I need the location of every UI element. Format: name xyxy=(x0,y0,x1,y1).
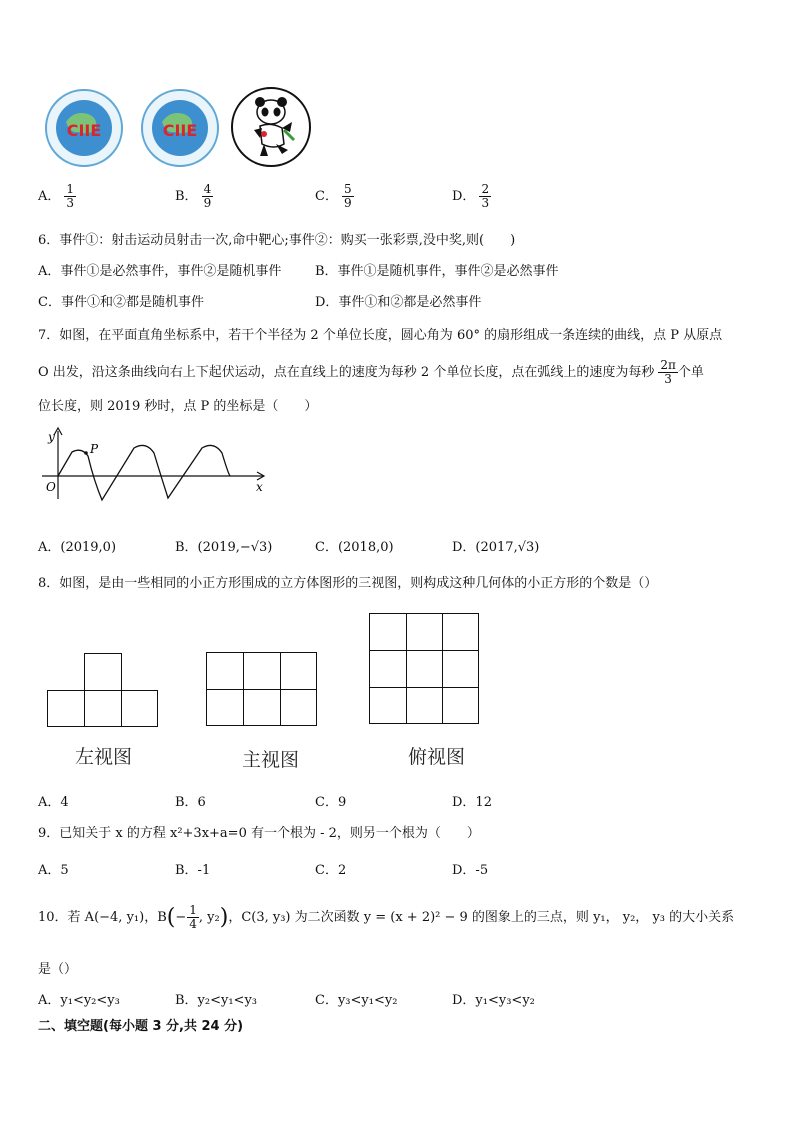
q8-option-b[interactable]: B．6 xyxy=(175,795,206,810)
q7-option-b[interactable]: B．(2019,−√3) xyxy=(175,540,273,555)
q5-option-c[interactable]: C． $\frac{5}{9}$ xyxy=(315,182,352,211)
front-view-caption: 主视图 xyxy=(242,749,300,771)
q10-option-c[interactable]: C．y₃<y₁<y₂ xyxy=(315,993,398,1008)
q6-option-b[interactable]: B．事件①是随机事件，事件②是必然事件 xyxy=(315,264,559,279)
q10-option-b[interactable]: B．y₂<y₁<y₃ xyxy=(175,993,258,1008)
q8-option-a[interactable]: A．4 xyxy=(38,795,69,810)
q6-option-d[interactable]: D．事件①和②都是必然事件 xyxy=(315,295,482,310)
left-view-caption: 左视图 xyxy=(75,746,133,768)
q9-stem: 9．已知关于 x 的方程 x²+3x+a=0 有一个根为 - 2，则另一个根为（ ） xyxy=(38,826,480,841)
svg-text:y: y xyxy=(48,430,55,444)
q7-stem-line3: 位长度，则 2019 秒时，点 P 的坐标是（ ） xyxy=(38,399,318,414)
svg-text:O: O xyxy=(46,480,56,494)
q10-stem-line2: 是（） xyxy=(38,962,78,977)
q6-option-c[interactable]: C．事件①和②都是随机事件 xyxy=(38,295,204,310)
q7-option-c[interactable]: C．(2018,0) xyxy=(315,540,394,555)
q9-option-c[interactable]: C．2 xyxy=(315,863,347,878)
point-p xyxy=(84,451,88,455)
q9-option-a[interactable]: A．5 xyxy=(38,863,69,878)
svg-text:CIIE: CIIE xyxy=(66,121,102,140)
q5-option-d[interactable]: D． $\frac{2}{3}$ xyxy=(452,182,490,211)
q8-stem: 8．如图，是由一些相同的小正方形围成的立方体图形的三视图，则构成这种几何体的小正方形的个数是（） xyxy=(38,576,658,591)
q5-option-b[interactable]: B． $\frac{4}{9}$ xyxy=(175,182,212,211)
q9-option-d[interactable]: D．-5 xyxy=(452,863,489,878)
q8-option-d[interactable]: D．12 xyxy=(452,795,492,810)
q10-option-a[interactable]: A．y₁<y₂<y₃ xyxy=(38,993,120,1008)
q7-stem-line1: 7．如图，在平面直角坐标系中，若干个半径为 2 个单位长度，圆心角为 60° 的扇形组成一条连续的曲线，点 P 从原点 xyxy=(38,328,723,343)
q6-option-a[interactable]: A．事件①是必然事件，事件②是随机事件 xyxy=(38,264,282,279)
section-2-heading: 二、填空题(每小题 3 分,共 24 分) xyxy=(38,1019,244,1034)
q7-option-a[interactable]: A．(2019,0) xyxy=(38,540,117,555)
panda-mascot-logo xyxy=(230,86,312,168)
q8-option-c[interactable]: C．9 xyxy=(315,795,347,810)
q9-option-b[interactable]: B．-1 xyxy=(175,863,211,878)
ciie-logo-2 xyxy=(140,88,220,168)
q7-option-d[interactable]: D．(2017,√3) xyxy=(452,540,540,555)
q7-curve-graph xyxy=(40,425,272,503)
q5-option-a[interactable]: A． $\frac{1}{3}$ xyxy=(38,182,75,211)
q10-option-d[interactable]: D．y₁<y₃<y₂ xyxy=(452,993,535,1008)
svg-text:P: P xyxy=(90,442,99,456)
ciie-logo-1 xyxy=(44,88,124,168)
svg-text:x: x xyxy=(256,480,263,494)
sector-curve xyxy=(58,445,230,500)
q7-stem-line2: O 出发，沿这条曲线向右上下起伏运动，点在直线上的速度为每秒 2 个单位长度，点在弧线上的速度为每秒 $\frac{2\pi}{3}$ 个单 xyxy=(38,358,704,387)
q10-stem-line1: 10．若 A(−4, y₁)，B(− $\frac{1}{4}$ , y₂)，C(3, y₃) 为二次函数 y = (x + 2)² − 9 的图象上的三点，则 y₁， y₂， y₃ 的大小关系 xyxy=(38,903,735,932)
top-view-caption: 俯视图 xyxy=(408,746,466,768)
svg-text:CIIE: CIIE xyxy=(162,121,198,140)
q6-stem: 6．事件①：射击运动员射击一次,命中靶心;事件②：购买一张彩票,没中奖,则( ) xyxy=(38,233,516,248)
